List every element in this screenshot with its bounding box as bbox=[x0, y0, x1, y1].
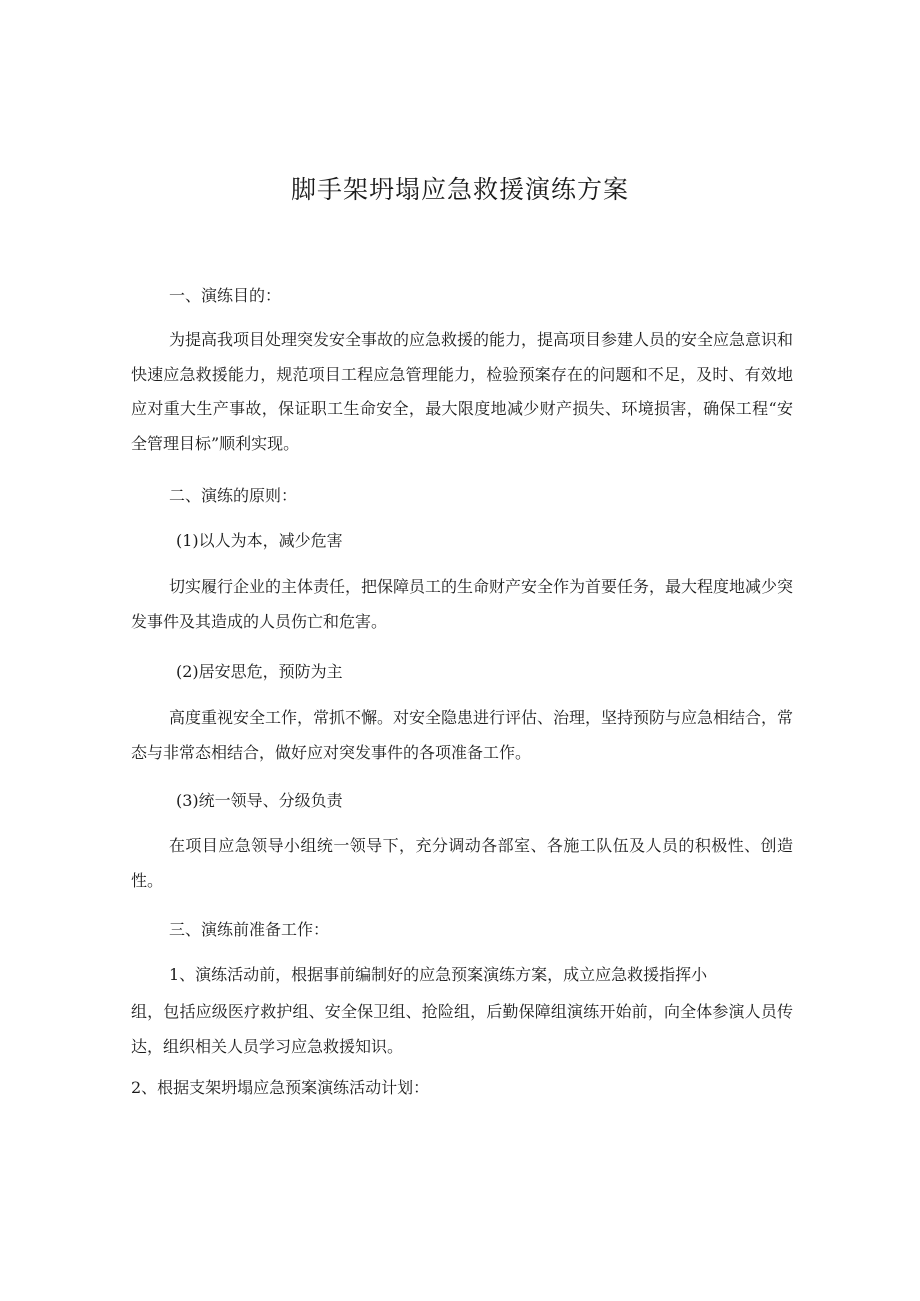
principle-3-label: (3)统一领导、分级负责 bbox=[176, 791, 343, 810]
principle-2-label: (2)居安思危，预防为主 bbox=[176, 662, 343, 681]
section-purpose-text: 为提高我项目处理突发安全事故的应急救援的能力，提高项目参建人员的安全应急意识和快速应急救援能力，规范项目工程应急管理能力，检验预案存在的问题和不足，及时、有效地应对重大生产事故，保证职工生命安全，最大限度地减少财产损失、环境损害，确保工程“安全管理目标”顺利实现。 bbox=[131, 330, 794, 453]
preparation-item-2: 2、根据支架坍塌应急预案演练活动计划： bbox=[131, 1078, 430, 1097]
principle-3-text: 在项目应急领导小组统一领导下，充分调动各部室、各施工队伍及人员的积极性、创造性。 bbox=[131, 836, 793, 890]
principle-1-text: 切实履行企业的主体责任，把保障员工的生命财产安全作为首要任务，最大程度地减少突发事件及其造成的人员伤亡和危害。 bbox=[131, 577, 794, 631]
document-title: 脚手架坍塌应急救援演练方案 bbox=[290, 175, 629, 204]
preparation-item-1-text: 组，包括应级医疗救护组、安全保卫组、抢险组，后勤保障组演练开始前，向全体参演人员传达，组织相关人员学习应急救援知识。 bbox=[131, 1002, 793, 1056]
section-principles-heading: 二、演练的原则： bbox=[169, 486, 298, 505]
section-preparation-heading: 三、演练前准备工作： bbox=[169, 920, 330, 939]
principle-2-text: 高度重视安全工作，常抓不懈。对安全隐患进行评估、治理，坚持预防与应急相结合，常态与非常态相结合，做好应对突发事件的各项准备工作。 bbox=[131, 708, 794, 762]
section-purpose-heading: 一、演练目的： bbox=[169, 286, 282, 305]
principle-1-label: (1)以人为本，减少危害 bbox=[176, 531, 343, 550]
preparation-item-1-first-line: 1、演练活动前，根据事前编制好的应急预案演练方案，成立应急救援指挥小 bbox=[169, 965, 708, 984]
